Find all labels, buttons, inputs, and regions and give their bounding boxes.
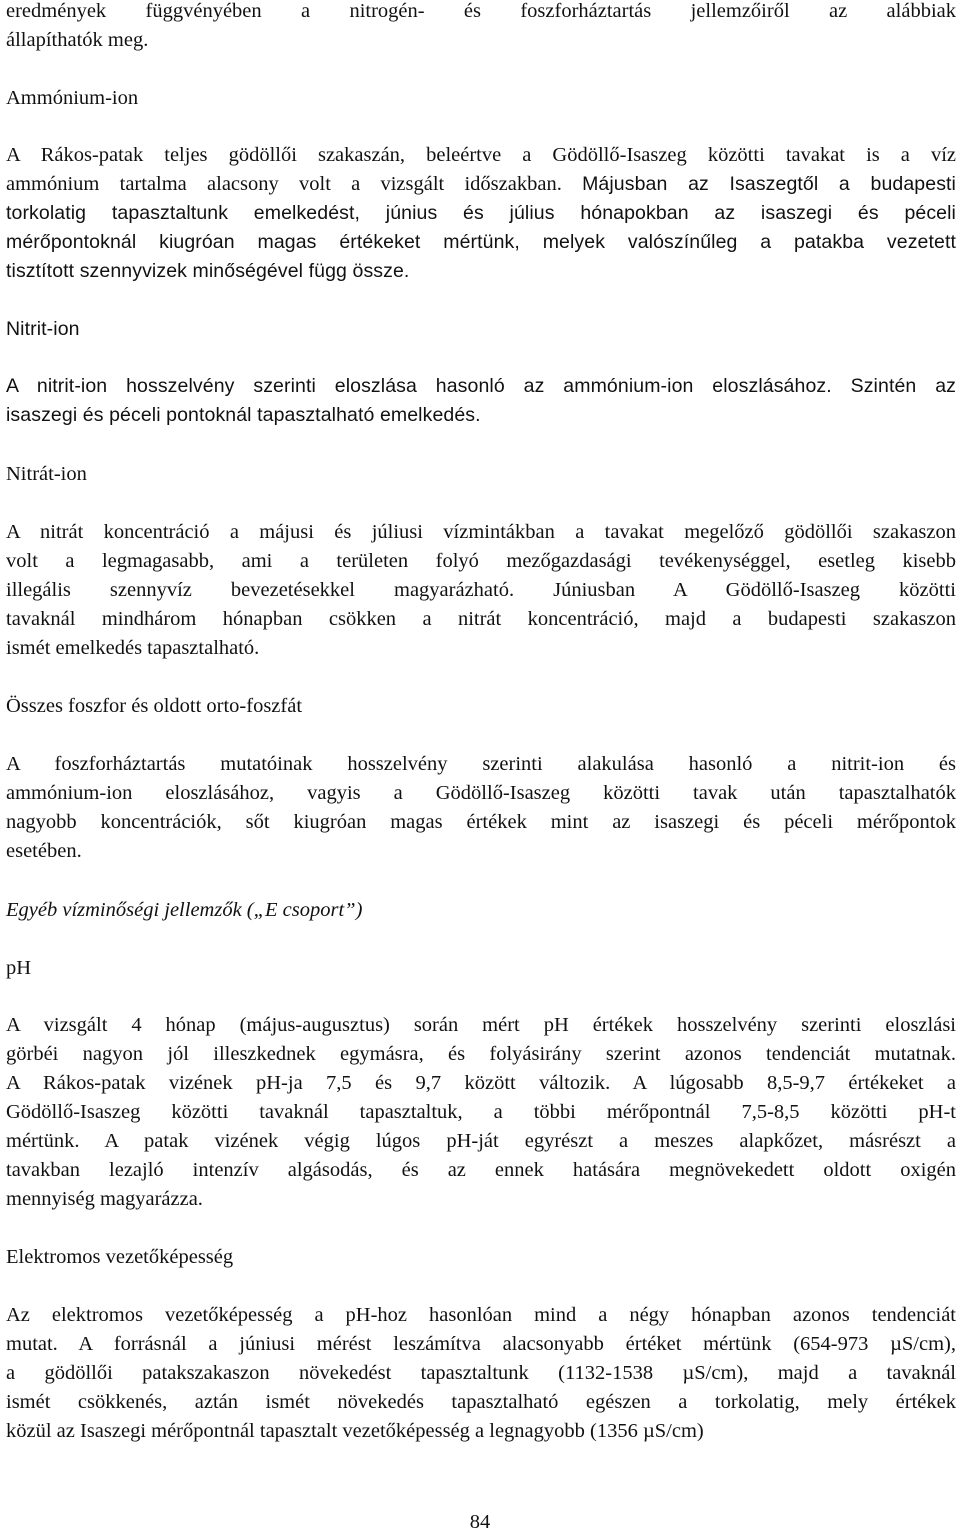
section-heading-conductivity: Elektromos vezetőképesség: [6, 1246, 234, 1268]
paragraph-text: ammónium tartalma alacsony volt a vizsgált időszakban.: [6, 173, 562, 195]
paragraph-line: Gödöllő-Isaszeg közötti tavaknál tapasztaltuk, a többi mérőpontnál 7,5-8,5 közötti pH-t: [6, 1101, 956, 1123]
section-heading-phosphorus: Összes foszfor és oldott orto-foszfát: [6, 695, 303, 717]
nitrate-paragraph: [6, 518, 956, 663]
paragraph-line: A vizsgált 4 hónap (május-augusztus) során mért pH értékek hosszelvény szerinti eloszlási: [6, 1014, 956, 1036]
paragraph-line: nagyobb koncentrációk, sőt kiugróan magas értékek mint az isaszegi és péceli mérőpontok: [6, 811, 956, 833]
paragraph-line: isaszegi és péceli pontoknál tapasztalható emelkedés.: [6, 404, 481, 426]
ammonium-paragraph: [6, 141, 956, 286]
section-heading-nitrite: Nitrit-ion: [6, 318, 80, 340]
paragraph-line: ismét emelkedés tapasztalható.: [6, 637, 260, 659]
nitrite-paragraph: [6, 372, 956, 430]
paragraph-line: tavakban lezajló intenzív algásodás, és az ennek hatására megnövekedett oldott oxigén: [6, 1159, 956, 1181]
paragraph-line: ismét csökkenés, aztán ismét növekedés tapasztalható egészen a torkolatig, mely értékek: [6, 1391, 956, 1413]
paragraph-line: A Rákos-patak teljes gödöllői szakaszán, beleértve a Gödöllő-Isaszeg közötti tavakat is a víz: [6, 144, 956, 166]
paragraph-line: esetében.: [6, 840, 82, 862]
paragraph-line: torkolatig tapasztaltunk emelkedést, június és július hónapokban az isaszegi és péceli: [6, 202, 956, 224]
section-heading-ammonium: Ammónium-ion: [6, 87, 139, 109]
paragraph-line: mennyiség magyarázza.: [6, 1188, 203, 1210]
paragraph-line: közül az Isaszegi mérőpontnál tapasztalt vezetőképesség a legnagyobb (1356 µS/cm): [6, 1420, 704, 1442]
paragraph-line: mutat. A forrásnál a júniusi mérést leszámítva alacsonyabb értéket mértünk (654-973 µS/cm),: [6, 1333, 956, 1355]
paragraph-line: A nitrit-ion hosszelvény szerinti eloszlása hasonló az ammónium-ion eloszlásához. Szintén az: [6, 375, 956, 397]
paragraph-line: illegális szennyvíz bevezetésekkel magyarázható. Júniusban A Gödöllő-Isaszeg közötti: [6, 579, 956, 601]
phosphorus-paragraph: [6, 750, 956, 866]
paragraph-line-mixed: [6, 170, 956, 199]
paragraph-line: volt a legmagasabb, ami a területen folyó mezőgazdasági tevékenységgel, esetleg kisebb: [6, 550, 956, 572]
paragraph-line: görbéi nagyon jól illeszkednek egymásra, és folyásirány szerint azonos tendenciát mutatnak.: [6, 1043, 956, 1065]
conductivity-paragraph: [6, 1301, 956, 1446]
paragraph-line: mértünk. A patak vizének végig lúgos pH-ját egyrészt a meszes alapkőzet, másrészt a: [6, 1130, 956, 1152]
paragraph-line: mérőpontoknál kiugróan magas értékeket mértünk, melyek valószínűleg a patakba vezetett: [6, 231, 956, 253]
paragraph-line: Az elektromos vezetőképesség a pH-hoz hasonlóan mind a négy hónapban azonos tendenciát: [6, 1304, 956, 1326]
paragraph-line: A nitrát koncentráció a májusi és júliusi vízmintákban a tavakat megelőző gödöllői szakaszon: [6, 521, 956, 543]
paragraph-line: ammónium-ion eloszlásához, vagyis a Gödöllő-Isaszeg közötti tavak után tapasztalhatók: [6, 782, 956, 804]
ph-paragraph: [6, 1011, 956, 1214]
paragraph-line: A Rákos-patak vizének pH-ja 7,5 és 9,7 között változik. A lúgosabb 8,5-9,7 értékeket a: [6, 1072, 956, 1094]
intro-paragraph: [6, 0, 956, 55]
section-heading-other-group: Egyéb vízminőségi jellemzők („E csoport”): [6, 899, 363, 921]
paragraph-line: tavaknál mindhárom hónapban csökken a nitrát koncentráció, majd a budapesti szakaszon: [6, 608, 956, 630]
paragraph-line: eredmények függvényében a nitrogén- és foszforháztartás jellemzőiről az alábbiak: [6, 0, 956, 22]
paragraph-line: A foszforháztartás mutatóinak hosszelvény szerinti alakulása hasonló a nitrit-ion és: [6, 753, 956, 775]
paragraph-text-sans: Májusban az Isaszegtől a budapesti: [582, 173, 956, 195]
paragraph-line: tisztított szennyvizek minőségével függ össze.: [6, 260, 410, 282]
page-number: 84: [469, 1511, 491, 1533]
section-heading-ph: pH: [6, 957, 32, 979]
paragraph-line: a gödöllői patakszakaszon növekedést tapasztaltunk (1132-1538 µS/cm), majd a tavaknál: [6, 1362, 956, 1384]
paragraph-line: állapíthatók meg.: [6, 29, 149, 51]
section-heading-nitrate: Nitrát-ion: [6, 463, 87, 485]
